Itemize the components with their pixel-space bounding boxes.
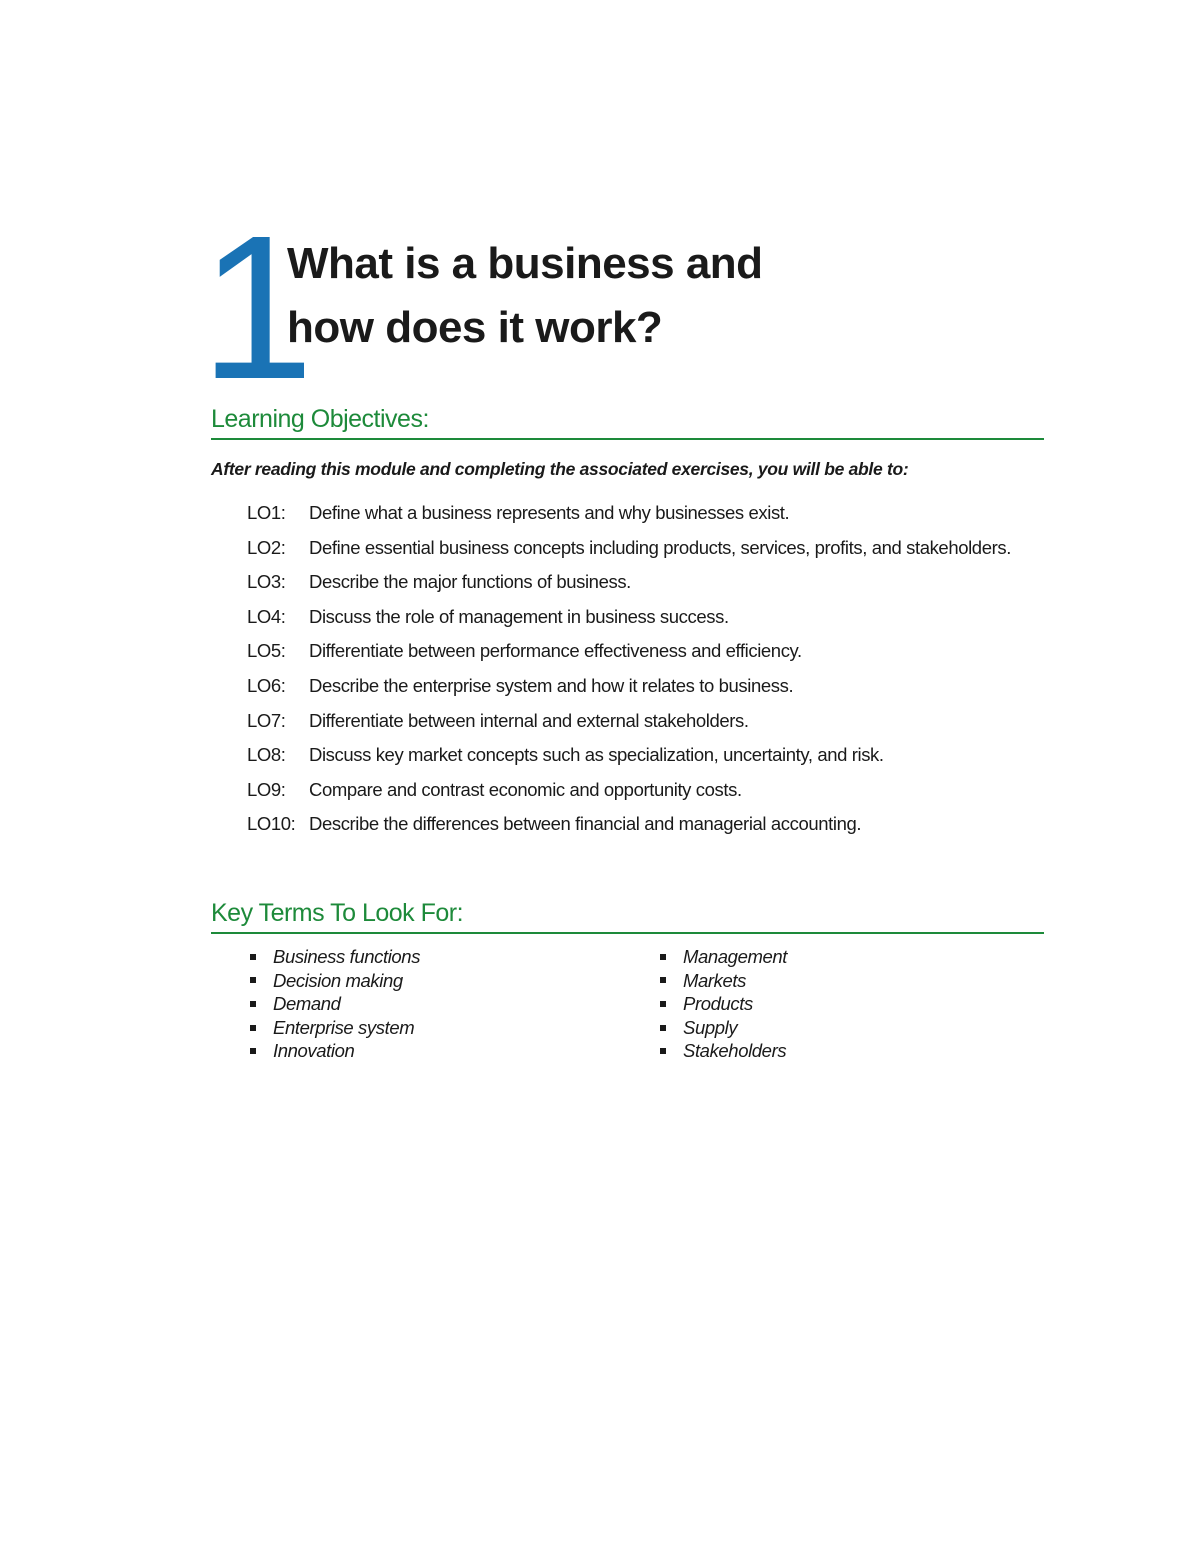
square-bullet-icon [250, 1025, 256, 1031]
square-bullet-icon [660, 1025, 666, 1031]
key-term-text: Management [683, 946, 787, 967]
key-term-item [250, 1016, 630, 1040]
key-term-item [660, 1039, 1040, 1063]
square-bullet-icon [250, 1001, 256, 1007]
learning-objective-item [247, 708, 1037, 733]
learning-objective-code: LO8: [247, 744, 286, 766]
learning-objectives-list [247, 500, 1037, 846]
key-term-item [250, 1039, 630, 1063]
learning-objectives-heading: Learning Objectives: [211, 405, 1044, 440]
key-term-text: Decision making [273, 969, 403, 991]
learning-objective-item [247, 811, 1037, 836]
learning-objective-item [247, 777, 1037, 802]
key-term-item [660, 992, 1040, 1016]
chapter-title-line-1: What is a business and [287, 239, 763, 288]
learning-objectives-intro: After reading this module and completing the associated exercises, you will be able to: [211, 459, 909, 479]
learning-objective-text: Compare and contrast economic and opportunity costs. [309, 778, 742, 800]
square-bullet-icon [660, 977, 666, 983]
key-term-text: Markets [683, 969, 746, 991]
key-term-text: Supply [683, 1016, 738, 1038]
chapter-number: 1 [200, 193, 307, 422]
key-term-item [660, 945, 1040, 969]
chapter-title [287, 232, 927, 360]
learning-objective-item [247, 500, 1037, 525]
learning-objective-text: Differentiate between performance effectiveness and efficiency. [309, 640, 802, 662]
key-term-item [660, 1016, 1040, 1040]
learning-objective-text: Describe the differences between financial and managerial accounting. [309, 813, 862, 835]
key-term-text: Business functions [273, 946, 421, 967]
learning-objective-code: LO2: [247, 536, 286, 558]
key-terms-list-right [660, 945, 1040, 1063]
learning-objective-item [247, 673, 1037, 698]
learning-objective-item [247, 535, 1037, 560]
learning-objective-code: LO4: [247, 605, 286, 627]
learning-objective-text: Differentiate between internal and external stakeholders. [309, 709, 749, 731]
square-bullet-icon [660, 1048, 666, 1054]
learning-objective-text: Define what a business represents and why businesses exist. [309, 502, 790, 523]
learning-objective-text: Describe the major functions of business. [309, 571, 631, 593]
square-bullet-icon [250, 954, 256, 960]
key-term-text: Stakeholders [683, 1040, 787, 1062]
square-bullet-icon [250, 977, 256, 983]
key-term-text: Enterprise system [273, 1016, 415, 1038]
key-term-item [250, 992, 630, 1016]
learning-objective-item [247, 604, 1037, 629]
square-bullet-icon [660, 954, 666, 960]
key-term-item [660, 969, 1040, 993]
square-bullet-icon [660, 1001, 666, 1007]
learning-objective-code: LO1: [247, 502, 286, 523]
learning-objective-text: Define essential business concepts including products, services, profits, and stakeholders. [309, 536, 1011, 558]
chapter-title-line-2: how does it work? [287, 303, 663, 352]
learning-objective-code: LO6: [247, 674, 286, 696]
key-term-item [250, 945, 630, 969]
learning-objective-item [247, 742, 1037, 767]
learning-objective-text: Discuss the role of management in business success. [309, 605, 729, 627]
key-term-text: Innovation [273, 1040, 355, 1062]
learning-objective-code: LO9: [247, 778, 286, 800]
learning-objective-text: Describe the enterprise system and how it relates to business. [309, 674, 794, 696]
learning-objective-code: LO10: [247, 813, 296, 835]
learning-objective-code: LO7: [247, 709, 286, 731]
key-terms-heading: Key Terms To Look For: [211, 899, 1044, 934]
learning-objective-code: LO5: [247, 640, 286, 662]
square-bullet-icon [250, 1048, 256, 1054]
key-terms-list-left [250, 945, 630, 1063]
key-term-text: Products [683, 993, 753, 1015]
learning-objective-item [247, 569, 1037, 594]
key-term-text: Demand [273, 993, 341, 1015]
learning-objective-code: LO3: [247, 571, 286, 593]
key-term-item [250, 969, 630, 993]
learning-objective-text: Discuss key market concepts such as specialization, uncertainty, and risk. [309, 744, 884, 766]
learning-objective-item [247, 638, 1037, 663]
